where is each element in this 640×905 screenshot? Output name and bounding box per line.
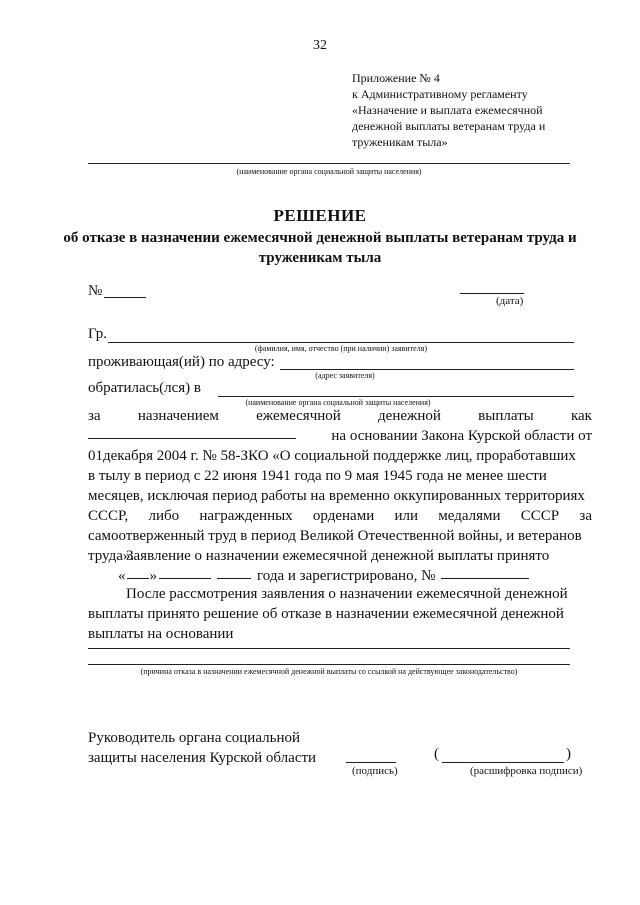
reason-line-1[interactable]: [88, 648, 570, 649]
head-title-line-2: защиты населения Курской области: [88, 750, 317, 766]
document-title: РЕШЕНИЕ: [273, 206, 367, 225]
word: за: [88, 408, 101, 424]
quote-open: «: [118, 568, 126, 584]
body-line: труда».: [88, 548, 135, 564]
body-line: месяцев, исключая период работы на временно оккупированных территориях: [88, 488, 585, 504]
body-line: самоотверженный труд в период Великой Отечественной войны, и ветеранов: [88, 528, 582, 544]
applicant-caption: (фамилия, имя, отчество (при наличии) заявителя): [254, 344, 428, 353]
day-field[interactable]: [127, 566, 149, 579]
registration-number-field[interactable]: [441, 566, 529, 579]
applicant-name-line[interactable]: [108, 342, 574, 343]
date-caption: (дата): [496, 295, 524, 307]
address-caption: (адрес заявителя): [315, 371, 375, 380]
word: СССР: [520, 508, 560, 524]
word: как: [570, 408, 592, 424]
month-field[interactable]: [159, 566, 211, 579]
body-line: [88, 506, 592, 526]
word: назначением: [137, 408, 219, 424]
word: или: [394, 508, 419, 524]
address-label: проживающая(ий) по адресу:: [88, 354, 275, 370]
word: орденами: [312, 508, 375, 524]
appendix-block: [352, 70, 545, 150]
page-number: 32: [313, 38, 327, 53]
body-text: на основании Закона Курской области от: [331, 428, 592, 444]
statement-line: Заявление о назначении ежемесячной денежной выплаты принято: [126, 548, 550, 564]
signature-decode-line[interactable]: [442, 762, 564, 763]
appendix-line: Приложение № 4: [352, 71, 440, 85]
applicant-label: Гр.: [88, 326, 107, 342]
applied-caption: (наименование органа социальной защиты населения): [245, 398, 431, 407]
decision-line: После рассмотрения заявления о назначении ежемесячной денежной: [126, 586, 568, 602]
number-field-line[interactable]: [104, 297, 146, 298]
word: либо: [148, 508, 180, 524]
authority-caption: (наименование органа социальной защиты населения): [236, 167, 422, 176]
appendix-line: денежной выплаты ветеранам труда и: [352, 119, 546, 133]
body-line: [88, 426, 592, 446]
appendix-line: к Административному регламенту: [352, 87, 528, 101]
body-line: в тылу в период с 22 июня 1941 года по 9 мая 1945 года не менее шести: [88, 468, 547, 484]
word: медалями: [438, 508, 501, 524]
number-label: №: [88, 283, 103, 299]
quote-close: »: [149, 568, 157, 584]
year-field[interactable]: [217, 566, 251, 579]
word: за: [579, 508, 592, 524]
address-line[interactable]: [280, 369, 574, 370]
authority-line: [88, 163, 570, 164]
word: выплаты: [478, 408, 534, 424]
date-field-line[interactable]: [460, 293, 524, 294]
appendix-line: «Назначение и выплата ежемесячной: [352, 103, 543, 117]
body-line: [88, 406, 592, 426]
statement-line: [88, 566, 592, 586]
reason-caption: (причина отказа в назначении ежемесячной денежной выплаты со ссылкой на действующее законодательство): [140, 667, 518, 676]
body-line: 01декабря 2004 г. № 58-ЗКО «О социальной поддержке лиц, проработавших: [88, 448, 576, 464]
decision-paragraph: [88, 584, 592, 644]
word: ежемесячной: [256, 408, 341, 424]
word: награжденных: [199, 508, 293, 524]
benefit-basis-field[interactable]: [88, 426, 296, 439]
statement-text: года и зарегистрировано, №: [257, 568, 436, 584]
applied-label: обратилась(лся) в: [88, 380, 201, 396]
body-paragraph: [88, 406, 592, 566]
signature-caption: (подпись): [352, 765, 398, 777]
document-subtitle: об отказе в назначении ежемесячной денежной выплаты ветеранам труда и труженикам тыла: [63, 230, 577, 266]
appendix-line: труженикам тыла»: [352, 135, 448, 149]
applied-authority-line[interactable]: [218, 396, 574, 397]
decision-line: выплаты принято решение об отказе в назначении ежемесячной денежной: [88, 606, 564, 622]
head-title-line-1: Руководитель органа социальной: [88, 730, 300, 746]
word: СССР,: [88, 508, 129, 524]
paren-open: (: [434, 746, 439, 762]
reason-line-2[interactable]: [88, 664, 570, 665]
decision-line: выплаты на основании: [88, 626, 234, 642]
word: денежной: [378, 408, 441, 424]
paren-close: ): [566, 746, 571, 762]
statement-paragraph: [88, 546, 592, 586]
signature-line[interactable]: [346, 762, 396, 763]
signature-decode-caption: (расшифровка подписи): [470, 765, 583, 777]
